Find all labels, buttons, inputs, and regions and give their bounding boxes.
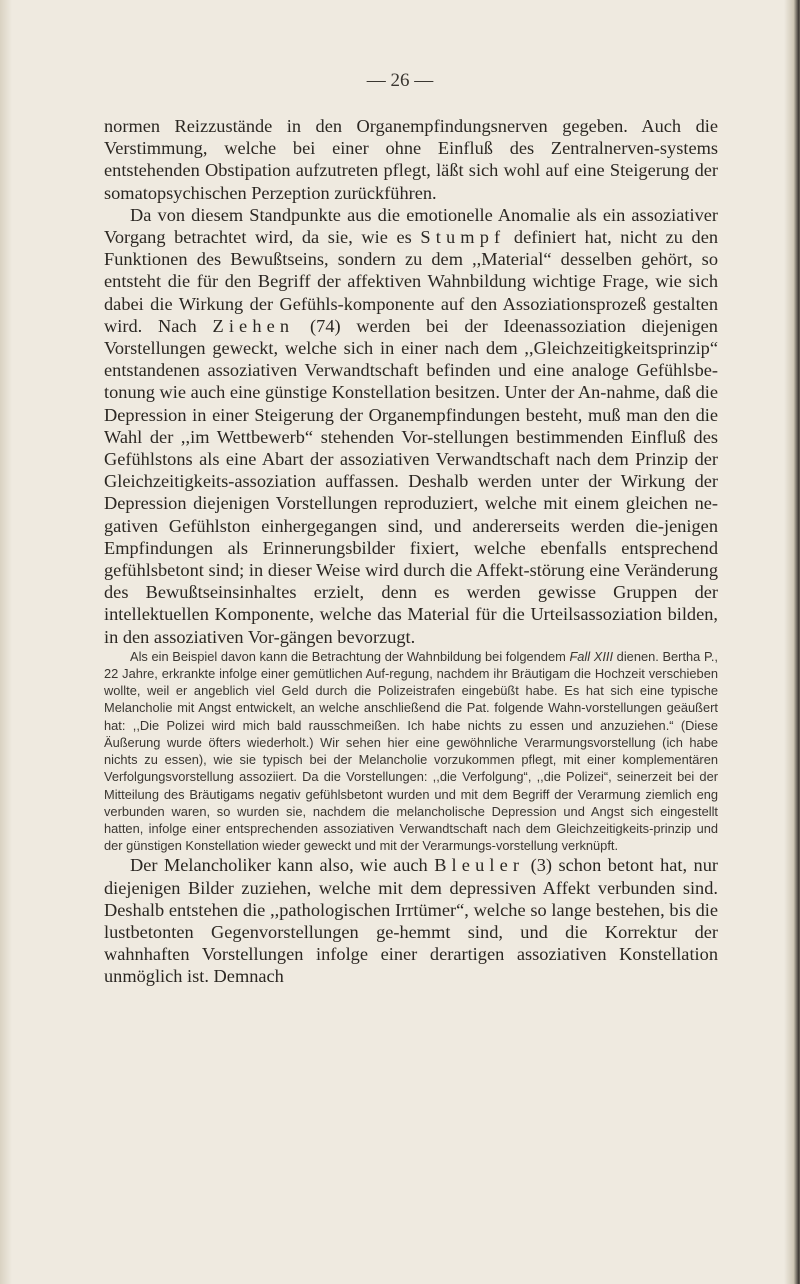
main-text [104,115,718,648]
paragraph-1: normen Reizzustände in den Organempfindungsnerven gegeben. Auch die Verstimmung, welche bei einer ohne Einfluß des Zentralnerven-systems entstehenden Obstipation aufzutreten pflegt, läßt sich wohl auf eine Steigerung der somatopsychischen Perzeption zurückführen. [104,116,718,203]
paragraph-3 [104,854,718,987]
author-name-bleuler: Bleuler [434,855,525,876]
case-label: Fall XIII [569,648,614,664]
page-left-edge [0,0,12,1284]
paragraph-2-text-b: definiert hat, nicht zu den Funktionen des Bewußtseins, sondern zu dem ,,Material“ desselben gehört, so entsteht die für den Begriff der affektiven Wahnbildung wichtige Frage, wie sich dabei die Wirkung der Gefühls-komponente auf den Assoziationsprozeß gestalten wird. Nach [104,227,719,336]
case-example [104,648,718,854]
paragraph-2-text-a: Da von diesem Standpunkte aus die emotionelle Anomalie als ein assoziativer Vorgang betrachtet wird, da sie, wie es [104,204,718,248]
paragraph-3-text-a: Der Melancholiker kann also, wie auch [130,855,435,876]
case-example-text-b: dienen. Bertha P., 22 Jahre, erkrankte infolge einer gemütlichen Auf-regung, nachdem ihr Bräutigam die Hochzeit verschieben wollte, weil er angeblich viel Geld durch die Polizeistrafen eingebüßt habe. Es hat sich eine typische Melancholie mit Angst entwickelt, an welche anschließend die Pat. folgende Wahn-vorstellungen geäußert hat: ,,Die Polizei wird mich bald rausschmeißen. Ich habe nichts zu essen und anzuziehen.“ (Diese Äußerung wurde öfters wiederholt.) Wir sehen hier eine gewöhnliche Verarmungsvorstellung (ich habe nichts zu essen), wie sie typisch bei der Melancholie vorzukommen pflegt, mit einer komplementären Verfolgungsvorstellung assoziiert. Da die Vorstellungen: ,,die Verfolgung“, ,,die Polizei“, seinerzeit bei der Mitteilung des Bräutigams negativ gefühlsbetont wurden und mit dem Begriff der Verarmung ziemlich eng verbunden waren, so wurden sie, nachdem die melancholische Depression und Angst sich eingestellt hatten, infolge einer entsprechenden assoziativen Verwandtschaft nach dem Gleichzeitigkeits-prinzip und der günstigen Konstellation wieder geweckt und mit der Verarmungs-vorstellung verknüpft. [104,648,718,854]
author-name-stumpf: Stumpf [420,227,506,248]
page-body [104,115,718,988]
paragraph-2-text-c: (74) werden bei der Ideenassoziation diejenigen Vorstellungen geweckt, welche sich in einer nach dem ,,Gleichzeitigkeitsprinzip“ entstandenen assoziativen Verwandtschaft befinden und eine analoge Gefühlsbe-tonung wie auch eine günstige Konstellation besitzen. Unter der An-nahme, daß die Depression in einer Steigerung der Organempfindungen besteht, muß man den die Wahl der ,,im Wettbewerb“ stehenden Vor-stellungen bestimmenden Einfluß des Gefühlstons als eine Abart der assoziativen Verwandtschaft nach dem Prinzip der Gleichzeitigkeits-assoziation auffassen. Deshalb werden unter der Wirkung der Depression diejenigen Vorstellungen reproduziert, welche mit einem gleichen ne-gativen Gefühlston einhergegangen sind, und andererseits werden die-jenigen Empfindungen als Erinnerungsbilder fixiert, welche ebenfalls entsprechend gefühlsbetont sind; in dieser Weise wird durch die Affekt-störung eine Veränderung des Bewußtseinsinhaltes erzielt, denn es werden gewisse Gruppen der intellektuellen Komponente, welche das Material für die Urteilsassoziation bilden, in den assoziativen Vor-gängen bevorzugt. [104,315,718,647]
paragraph-2 [104,204,718,648]
page-right-edge [784,0,800,1284]
author-name-ziehen: Ziehen [212,315,295,336]
paragraph-3-text-b: (3) schon betont hat, nur diejenigen Bilder zuziehen, welche mit dem depressiven Affekt verbunden sind. Deshalb entstehen die ,,pathologischen Irrtümer“, welche so lange bestehen, bis die lustbetonten Gegenvorstellungen ge-hemmt sind, und die Korrektur der wahnhaften Vorstellungen infolge einer derartigen assoziativen Konstellation unmöglich ist. Demnach [104,855,718,987]
case-example-text-a: Als ein Beispiel davon kann die Betrachtung der Wahnbildung bei folgendem [130,648,570,664]
page-number: — 26 — [366,70,434,91]
case-example-text [104,648,718,854]
main-text-continued [104,854,718,987]
